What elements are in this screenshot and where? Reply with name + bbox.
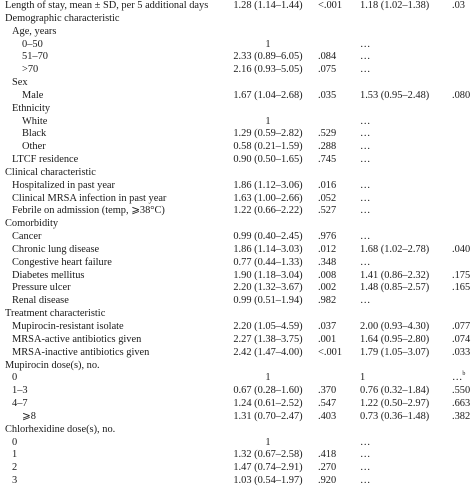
unadjusted-p-cell: .745 [318, 154, 337, 166]
row-label: 4–7 [12, 398, 28, 410]
unadjusted-or-cell: 1.32 (0.67–2.58) [233, 449, 303, 461]
unadjusted-or-cell: 1.90 (1.18–3.04) [233, 269, 303, 281]
unadjusted-p-cell: .976 [318, 231, 337, 243]
row-label: 51–70 [22, 51, 48, 63]
unadjusted-p-cell: .527 [318, 205, 337, 217]
row-label: ⩾8 [22, 410, 36, 422]
adjusted-p-cell: .165 [452, 282, 471, 294]
unadjusted-or-cell: 0.99 (0.51–1.94) [233, 295, 303, 307]
unadjusted-or-cell: 1.24 (0.61–2.52) [233, 398, 303, 410]
row-label: Hospitalized in past year [12, 179, 116, 191]
unadjusted-p-cell: <.001 [318, 346, 343, 358]
adjusted-or-cell: … [360, 462, 371, 474]
unadjusted-or-cell: 1.86 (1.12–3.06) [233, 179, 303, 191]
row-label: Ethnicity [12, 102, 51, 114]
unadjusted-or-cell: 1.29 (0.59–2.82) [233, 128, 303, 140]
unadjusted-or-cell: 1.63 (1.00–2.66) [233, 192, 303, 204]
unadjusted-p-cell: .001 [318, 333, 337, 345]
unadjusted-p-cell: .008 [318, 269, 337, 281]
row-label: MRSA-active antibiotics given [12, 333, 142, 345]
unadjusted-or-cell: 1 [265, 115, 271, 127]
adjusted-or-cell: 1.64 (0.95–2.80) [360, 333, 430, 345]
footnote-marker: b [462, 371, 466, 378]
adjusted-or-cell: 1.41 (0.86–2.32) [360, 269, 430, 281]
unadjusted-p-cell: .270 [318, 462, 337, 474]
adjusted-p-cell: .033 [452, 346, 471, 358]
unadjusted-or-cell: 0.77 (0.44–1.33) [233, 256, 303, 268]
row-label: Treatment characteristic [5, 308, 106, 320]
unadjusted-or-cell: 1 [265, 38, 271, 50]
row-label: 0 [12, 372, 18, 384]
row-label: White [22, 115, 48, 127]
unadjusted-p-cell: .084 [318, 51, 337, 63]
row-label: 1–3 [12, 385, 28, 397]
adjusted-or-cell: 1.79 (1.05–3.07) [360, 346, 430, 358]
row-label: Diabetes mellitus [12, 269, 85, 281]
adjusted-or-cell: … [360, 51, 371, 63]
row-label: Age, years [12, 25, 57, 37]
adjusted-or-cell: … [360, 115, 371, 127]
row-label: Male [22, 89, 44, 101]
row-label: Mupirocin dose(s), no. [5, 359, 100, 371]
adjusted-or-cell: … [360, 256, 371, 268]
adjusted-or-cell: … [360, 64, 371, 76]
row-label: Mupirocin-resistant isolate [12, 321, 124, 332]
unadjusted-or-cell: 2.42 (1.47–4.00) [233, 346, 303, 358]
row-label: Renal disease [12, 295, 69, 307]
unadjusted-p-cell: .002 [318, 282, 337, 294]
adjusted-or-cell: 2.00 (0.93–4.30) [360, 321, 430, 332]
adjusted-or-cell: … [360, 179, 371, 191]
unadjusted-or-cell: 0.99 (0.40–2.45) [233, 231, 303, 243]
unadjusted-or-cell: 1.31 (0.70–2.47) [233, 410, 303, 422]
row-label: Sex [12, 77, 28, 89]
adjusted-or-cell: 0.73 (0.36–1.48) [360, 410, 430, 422]
adjusted-or-cell: 1.53 (0.95–2.48) [360, 89, 430, 101]
row-label: 3 [12, 475, 18, 487]
adjusted-p-cell: …$^b$ [452, 371, 466, 384]
adjusted-or-cell: … [360, 436, 371, 448]
row-label: Chlorhexidine dose(s), no. [5, 423, 116, 435]
row-label: 0 [12, 436, 18, 448]
adjusted-or-cell: 1.48 (0.85–2.57) [360, 282, 430, 294]
unadjusted-or-cell: 0.58 (0.21–1.59) [233, 141, 303, 153]
adjusted-p-cell: .074 [452, 333, 471, 345]
unadjusted-p-cell: .348 [318, 256, 337, 268]
row-label: Chronic lung disease [12, 243, 100, 255]
adjusted-or-cell: … [360, 38, 371, 50]
adjusted-p-cell: .080 [452, 89, 471, 101]
adjusted-or-cell: 1 [360, 372, 366, 384]
row-label: Demographic characteristic [5, 12, 120, 24]
adjusted-p-cell: .663 [452, 398, 471, 410]
row-label: 0–50 [22, 38, 43, 50]
adjusted-p-cell: .03 [452, 0, 465, 11]
unadjusted-or-cell: 1 [265, 436, 271, 448]
adjusted-p-cell: .550 [452, 385, 471, 397]
table-row [0, 473, 474, 489]
row-label: 1 [12, 449, 18, 461]
row-label: Clinical MRSA infection in past year [12, 192, 167, 204]
unadjusted-or-cell: 2.20 (1.05–4.59) [233, 321, 303, 332]
row-label: MRSA-inactive antibiotics given [12, 346, 150, 358]
row-label: Congestive heart failure [12, 256, 112, 268]
adjusted-p-cell: .077 [452, 321, 471, 332]
unadjusted-p-cell: .075 [318, 64, 337, 76]
unadjusted-or-cell: 1.86 (1.14–3.03) [233, 243, 303, 255]
row-label: Febrile on admission (temp, ⩾38°C) [12, 205, 165, 217]
unadjusted-or-cell: 0.90 (0.50–1.65) [233, 154, 303, 166]
adjusted-or-cell: 1.18 (1.02–1.38) [360, 0, 430, 11]
unadjusted-or-cell: 0.67 (0.28–1.60) [233, 385, 303, 397]
unadjusted-p-cell: <.001 [318, 0, 343, 11]
row-label: Length of stay, mean ± SD, per 5 additional days [5, 0, 209, 11]
unadjusted-p-cell: .547 [318, 398, 337, 410]
unadjusted-or-cell: 1.47 (0.74–2.91) [233, 462, 303, 474]
adjusted-or-cell: … [360, 475, 371, 487]
unadjusted-p-cell: .982 [318, 295, 337, 307]
adjusted-p-cell: .175 [452, 269, 471, 281]
adjusted-or-cell: … [360, 128, 371, 140]
adjusted-p-cell: .382 [452, 410, 471, 422]
unadjusted-or-cell: 2.33 (0.89–6.05) [233, 51, 303, 63]
unadjusted-or-cell: 2.16 (0.93–5.05) [233, 64, 303, 76]
row-label: LTCF residence [12, 154, 79, 166]
adjusted-or-cell: … [360, 141, 371, 153]
unadjusted-p-cell: .529 [318, 128, 337, 140]
unadjusted-or-cell: 1.28 (1.14–1.44) [233, 0, 303, 11]
adjusted-or-cell: … [360, 231, 371, 243]
unadjusted-p-cell: .370 [318, 385, 337, 397]
unadjusted-p-cell: .403 [318, 410, 337, 422]
unadjusted-p-cell: .037 [318, 321, 337, 332]
unadjusted-p-cell: .016 [318, 179, 337, 191]
adjusted-or-cell: … [360, 205, 371, 217]
row-label: >70 [22, 64, 39, 76]
row-label: Pressure ulcer [12, 282, 71, 294]
adjusted-or-cell: … [360, 295, 371, 307]
adjusted-or-cell: 1.22 (0.50–2.97) [360, 398, 430, 410]
unadjusted-or-cell: 1.67 (1.04–2.68) [233, 89, 303, 101]
row-label: Cancer [12, 231, 42, 243]
unadjusted-p-cell: .012 [318, 243, 337, 255]
unadjusted-p-cell: .052 [318, 192, 337, 204]
row-label: Other [22, 141, 46, 153]
adjusted-or-cell: … [360, 154, 371, 166]
unadjusted-p-cell: .418 [318, 449, 337, 461]
unadjusted-p-cell: .920 [318, 475, 337, 487]
adjusted-or-cell: … [360, 192, 371, 204]
row-label: 2 [12, 462, 18, 474]
adjusted-or-cell: 1.68 (1.02–2.78) [360, 243, 430, 255]
unadjusted-or-cell: 1 [265, 372, 271, 384]
unadjusted-or-cell: 1.22 (0.66–2.22) [233, 205, 303, 217]
unadjusted-or-cell: 2.20 (1.32–3.67) [233, 282, 303, 294]
row-label: Comorbidity [5, 218, 59, 230]
unadjusted-or-cell: 1.03 (0.54–1.97) [233, 475, 303, 487]
adjusted-p-cell: .040 [452, 243, 471, 255]
unadjusted-or-cell: 2.27 (1.38–3.75) [233, 333, 303, 345]
row-label: Clinical characteristic [5, 166, 96, 178]
adjusted-or-cell: … [360, 449, 371, 461]
row-label: Black [22, 128, 47, 140]
adjusted-or-cell: 0.76 (0.32–1.84) [360, 385, 430, 397]
unadjusted-p-cell: .035 [318, 89, 337, 101]
unadjusted-p-cell: .288 [318, 141, 337, 153]
